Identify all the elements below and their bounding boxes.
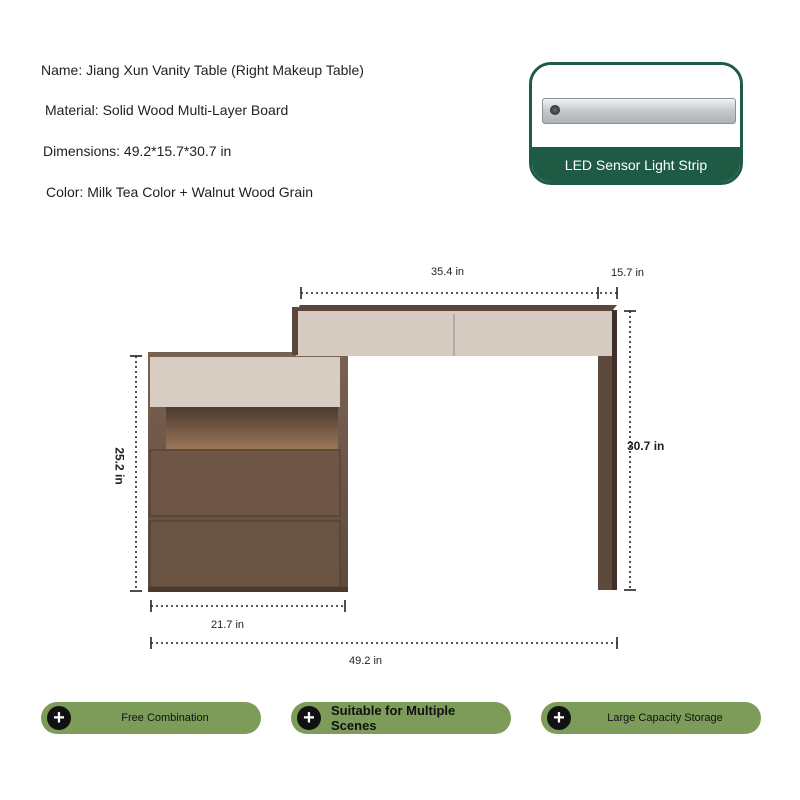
spec-name: Name: Jiang Xun Vanity Table (Right Makeup Table) bbox=[41, 62, 364, 78]
desk-left-edge bbox=[292, 307, 298, 355]
cabinet-open-shelf bbox=[166, 407, 338, 449]
feature-large-storage bbox=[541, 702, 761, 734]
plus-icon: + bbox=[297, 706, 321, 730]
dim-top-width: 35.4 in bbox=[431, 266, 465, 278]
left-cabinet bbox=[148, 352, 348, 592]
desk-top-edge bbox=[296, 305, 617, 311]
plus-icon: + bbox=[547, 706, 571, 730]
feature-free-combination bbox=[41, 702, 261, 734]
dim-height-right: 30.7 in bbox=[627, 439, 665, 453]
feature-multiple-scenes bbox=[291, 702, 511, 734]
cabinet-top-drawer bbox=[150, 357, 340, 407]
feature-label: Suitable for Multiple Scenes bbox=[331, 703, 456, 733]
cabinet-middle-drawer bbox=[150, 450, 340, 516]
cabinet-base bbox=[148, 587, 348, 592]
led-strip-label: LED Sensor Light Strip bbox=[532, 147, 740, 182]
desk-leg bbox=[598, 356, 614, 590]
dim-cabinet-width: 21.7 in bbox=[211, 619, 245, 631]
cabinet-bottom-drawer bbox=[150, 521, 340, 587]
plus-icon: + bbox=[47, 706, 71, 730]
desk-leg-side bbox=[612, 310, 617, 590]
spec-material: Material: Solid Wood Multi-Layer Board bbox=[45, 102, 289, 118]
feature-label: Large Capacity Storage bbox=[607, 712, 723, 724]
spec-color: Color: Milk Tea Color + Walnut Wood Grain bbox=[46, 184, 314, 200]
dim-depth: 15.7 in bbox=[611, 267, 645, 279]
dim-height-left: 25.2 in bbox=[112, 447, 127, 485]
spec-dimensions: Dimensions: 49.2*15.7*30.7 in bbox=[43, 143, 232, 159]
dim-total-width: 49.2 in bbox=[349, 655, 383, 667]
feature-label: Free Combination bbox=[121, 712, 209, 724]
